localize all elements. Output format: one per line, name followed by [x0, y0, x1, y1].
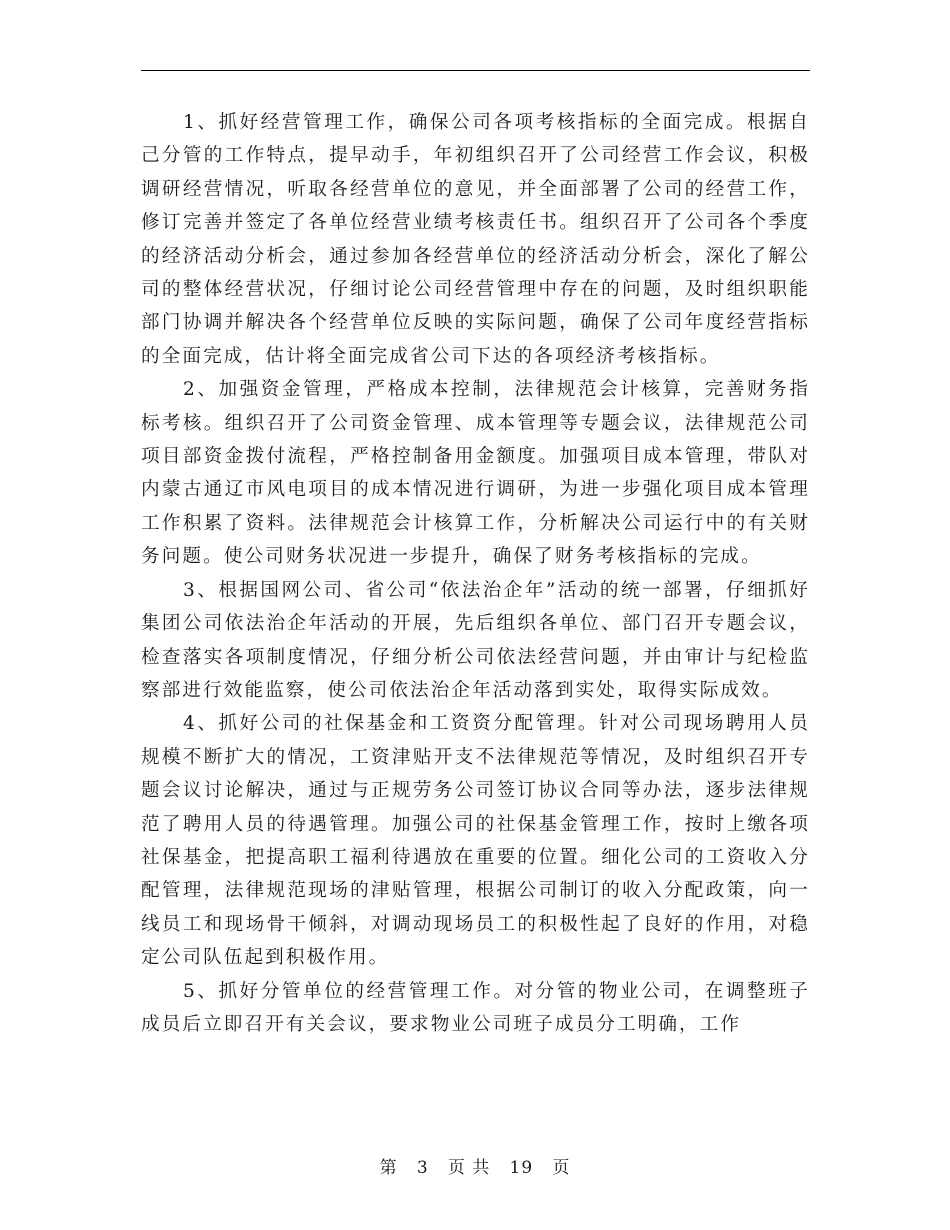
page-footer — [0, 1153, 950, 1178]
paragraph-1: 1、抓好经营管理工作，确保公司各项考核指标的全面完成。根据自己分管的工作特点，提早动手，年初组织召开了公司经营工作会议，积极调研经营情况，听取各经营单位的意见，并全面部署了公司的经营工作，修订完善并签定了各单位经营业绩考核责任书。组织召开了公司各个季度的经济活动分析会，通过参加各经营单位的经济活动分析会，深化了解公司的整体经营状况，仔细讨论公司经营管理中存在的问题，及时组织职能部门协调并解决各个经营单位反映的实际问题，确保了公司年度经营指标的全面完成，估计将全面完成省公司下达的各项经济考核指标。 — [141, 112, 810, 367]
footer-prefix: 第 — [379, 1158, 398, 1178]
header-rule — [141, 70, 810, 71]
paragraph-3: 3、根据国网公司、省公司“依法治企年”活动的统一部署，仔细抓好集团公司依法治企年活动的开展，先后组织各单位、部门召开专题会议，检查落实各项制度情况，仔细分析公司依法经营问题，并由审计与纪检监察部进行效能监察，使公司依法治企年活动落到实处，取得实际成效。 — [141, 579, 810, 701]
paragraph-4: 4、抓好公司的社保基金和工资资分配管理。针对公司现场聘用人员规模不断扩大的情况，工资津贴开支不法律规范等情况，及时组织召开专题会议讨论解决，通过与正规劳务公司签订协议合同等办法，逐步法律规范了聘用人员的待遇管理。加强公司的社保基金管理工作，按时上缴各项社保基金，把提高职工福利待遇放在重要的位置。细化公司的工资收入分配管理，法律规范现场的津贴管理，根据公司制订的收入分配政策，向一线员工和现场骨干倾斜，对调动现场员工的积极性起了良好的作用，对稳定公司队伍起到积极作用。 — [141, 713, 810, 969]
footer-middle: 页 共 — [447, 1158, 491, 1178]
paragraph-5: 5、抓好分管单位的经营管理工作。对分管的物业公司，在调整班子成员后立即召开有关会议，要求物业公司班子成员分工明确，工作 — [141, 980, 810, 1035]
document-body — [141, 106, 810, 1041]
paragraph-2: 2、加强资金管理，严格成本控制，法律规范会计核算，完善财务指标考核。组织召开了公司资金管理、成本管理等专题会议，法律规范公司项目部资金拨付流程，严格控制备用金额度。加强项目成本管理，带队对内蒙古通辽市风电项目的成本情况进行调研，为进一步强化项目成本管理工作积累了资料。法律规范会计核算工作，分析解决公司运行中的有关财务问题。使公司财务状况进一步提升，确保了财务考核指标的完成。 — [141, 379, 810, 568]
footer-total-pages: 19 — [509, 1158, 534, 1178]
footer-page-number: 3 — [416, 1158, 429, 1178]
footer-suffix: 页 — [552, 1158, 571, 1178]
